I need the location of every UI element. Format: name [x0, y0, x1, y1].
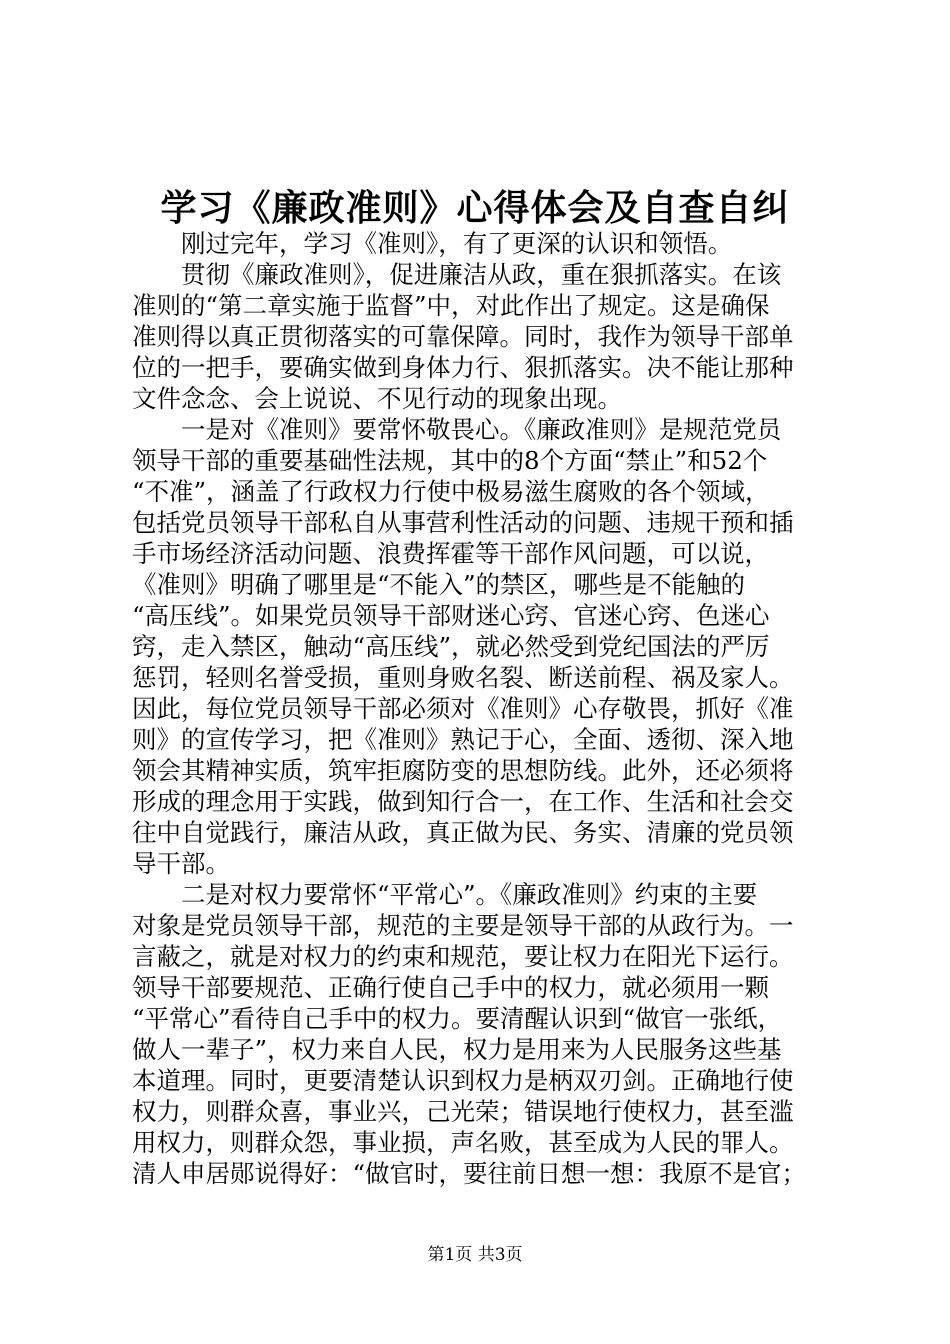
body-line: 言蔽之，就是对权力的约束和规范，要让权力在阳光下运行。	[132, 942, 794, 971]
body-line: 清人申居郧说得好：“做官时，要往前日想一想：我原不是官；	[132, 1159, 807, 1188]
body-line: 准则的“第二章实施于监督”中，对此作出了规定。这是确保	[132, 291, 770, 320]
body-line: 形成的理念用于实践，做到知行合一，在工作、生活和社会交	[132, 787, 794, 816]
body-line: 贯彻《廉政准则》，促进廉洁从政，重在狠抓落实。在该	[132, 260, 782, 289]
body-line: 窍，走入禁区，触动“高压线”，就必然受到党纪国法的严厉	[132, 632, 770, 661]
body-line: “平常心”看待自己手中的权力。要清醒认识到“做官一张纸，	[132, 1004, 783, 1033]
body-line: 位的一把手，要确实做到身体力行、狠抓落实。决不能让那种	[132, 353, 794, 382]
body-line: 包括党员领导干部私自从事营利性活动的问题、违规干预和插	[132, 508, 794, 537]
body-line: 则》的宣传学习，把《准则》熟记于心，全面、透彻、深入地	[132, 725, 794, 754]
body-line: 准则得以真正贯彻落实的可靠保障。同时，我作为领导干部单	[132, 322, 794, 351]
body-line: 《准则》明确了哪里是“不能入”的禁区，哪些是不能触的	[132, 570, 746, 599]
body-line: 用权力，则群众怨，事业损，声名败，甚至成为人民的罪人。	[132, 1128, 794, 1157]
body-line: 文件念念、会上说说、不见行动的现象出现。	[132, 384, 622, 413]
body-line: 二是对权力要常怀“平常心”。《廉政准则》约束的主要	[132, 880, 758, 909]
body-line: 领导干部要规范、正确行使自己手中的权力，就必须用一颗	[132, 973, 769, 1002]
body-line: “高压线”。如果党员领导干部财迷心窍、官迷心窍、色迷心	[132, 601, 770, 630]
body-line: 对象是党员领导干部，规范的主要是领导干部的从政行为。一	[132, 911, 794, 940]
body-line: 导干部。	[132, 849, 230, 878]
body-line: 本道理。同时，更要清楚认识到权力是柄双刃剑。正确地行使	[132, 1066, 794, 1095]
body-line: 因此，每位党员领导干部必须对《准则》心存敬畏，抓好《准	[132, 694, 794, 723]
body-line: 权力，则群众喜，事业兴，己光荣；错误地行使权力，甚至滥	[132, 1097, 794, 1126]
body-line: 手市场经济活动问题、浪费挥霍等干部作风问题，可以说，	[132, 539, 769, 568]
body-line: “不准”，涵盖了行政权力行使中极易滋生腐败的各个领域，	[132, 477, 770, 506]
document-body	[132, 228, 840, 1189]
body-line: 领会其精神实质，筑牢拒腐防变的思想防线。此外，还必须将	[132, 756, 794, 785]
page-footer: 第1页 共3页	[427, 1245, 523, 1265]
document-title: 学习《廉政准则》心得体会及自查自纠	[160, 187, 790, 229]
body-line: 往中自觉践行，廉洁从政，真正做为民、务实、清廉的党员领	[132, 818, 794, 847]
body-line: 做人一辈子”，权力来自人民，权力是用来为人民服务这些基	[132, 1035, 782, 1064]
body-line: 领导干部的重要基础性法规，其中的8个方面“禁止”和52个	[132, 446, 768, 475]
body-line: 惩罚，轻则名誉受损，重则身败名裂、断送前程、祸及家人。	[132, 663, 794, 692]
body-line: 刚过完年，学习《准则》，有了更深的认识和领悟。	[132, 229, 733, 258]
body-line: 一是对《准则》要常怀敬畏心。《廉政准则》是规范党员	[132, 415, 782, 444]
